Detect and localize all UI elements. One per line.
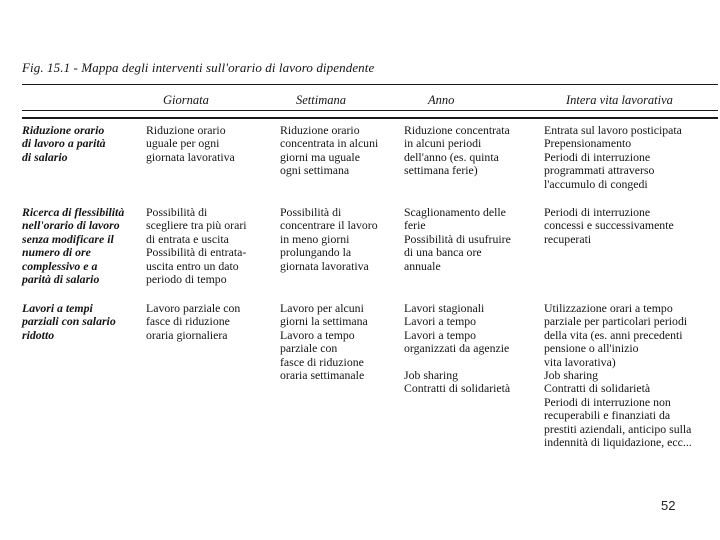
cell-riduzione-settimana: Riduzione orario concentrata in alcuni giorni ma uguale ogni settimana: [280, 123, 379, 178]
cell-flessibilita-anno: Scaglionamento delle ferie Possibilità di usufruire di una banca ore annuale: [404, 205, 511, 273]
cell-riduzione-anno: Riduzione concentrata in alcuni periodi dell'anno (es. quinta settimana ferie): [404, 123, 510, 178]
cell-riduzione-giornata: Riduzione orario uguale per ogni giornata lavorativa: [146, 123, 235, 164]
header-bottom-rule: [22, 117, 718, 119]
cell-parziali-settimana: Lavoro per alcuni giorni la settimana Lavoro a tempo parziale con fasce di riduzione oraria settimanale: [280, 301, 368, 383]
page-number: 52: [661, 498, 676, 513]
cell-parziali-vita: Utilizzazione orari a tempo parziale per particolari periodi della vita (es. anni precedenti pensione o all'inizio vita lavorativa) Job sharing Contratti di solidarietà Periodi di interruzione non recuperabili e finanziati da prestiti aziendali, anticipo sulla indennità di liquidazione, ecc...: [544, 301, 692, 450]
cell-flessibilita-giornata: Possibilità di scegliere tra più orari di entrata e uscita Possibilità di entrata- uscita entro un dato periodo di tempo: [146, 205, 247, 287]
cell-flessibilita-settimana: Possibilità di concentrare il lavoro in meno giorni prolungando la giornata lavorativa: [280, 205, 378, 273]
cell-riduzione-vita: Entrata sul lavoro posticipata Prepensionamento Periodi di interruzione programmati attraverso l'accumulo di congedi: [544, 123, 682, 191]
table-top-rule: [22, 84, 718, 85]
row-header-riduzione-orario: Riduzione orario di lavoro a parità di salario: [22, 123, 106, 164]
column-header-anno: Anno: [428, 93, 455, 107]
figure-title: Fig. 15.1 - Mappa degli interventi sull'orario di lavoro dipendente: [22, 60, 375, 75]
row-header-flessibilita: Ricerca di flessibilità nell'orario di lavoro senza modificare il numero di ore complessivo e a parità di salario: [22, 205, 125, 287]
column-header-intera-vita: Intera vita lavorativa: [566, 93, 673, 107]
cell-flessibilita-vita: Periodi di interruzione concessi e successivamente recuperati: [544, 205, 674, 246]
header-rule: [22, 110, 718, 111]
cell-parziali-anno: Lavori stagionali Lavori a tempo Lavori a tempo organizzati da agenzie Job sharing Contratti di solidarietà: [404, 301, 511, 396]
row-header-tempi-parziali: Lavori a tempi parziali con salario ridotto: [22, 301, 116, 342]
column-header-giornata: Giornata: [163, 93, 209, 107]
column-header-settimana: Settimana: [296, 93, 346, 107]
cell-parziali-giornata: Lavoro parziale con fasce di riduzione oraria giornaliera: [146, 301, 241, 342]
